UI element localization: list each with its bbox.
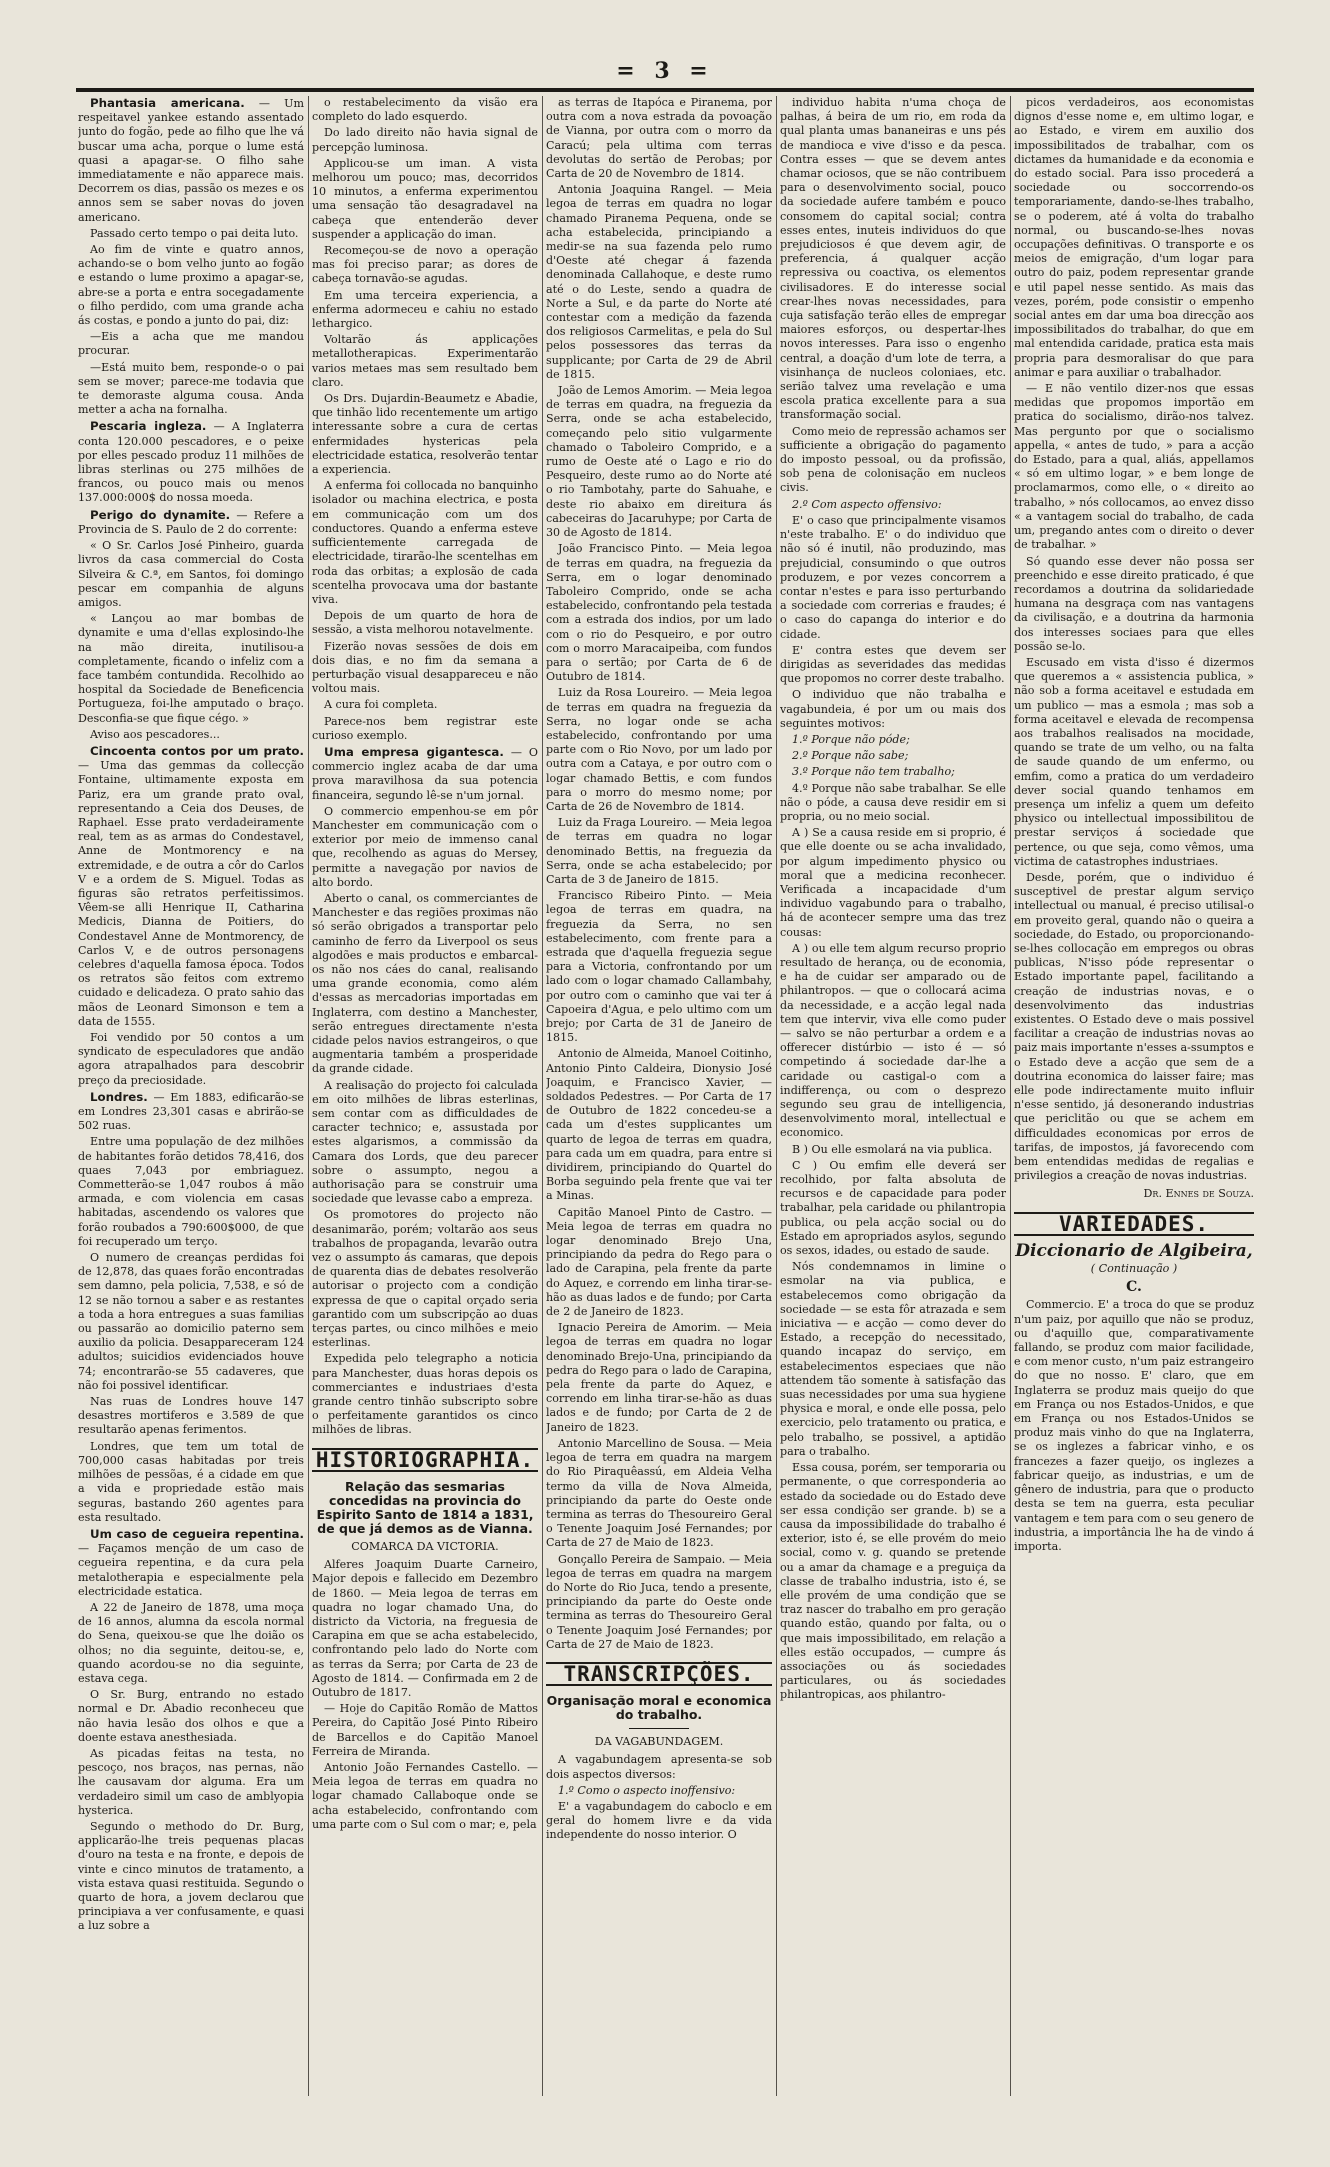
paragraph: Como meio de repressão achamos ser sufficiente a obrigação do pagamento do imposto pessoal, ou da profissão, sob pena de colonisação em nucleos civis.	[780, 424, 1006, 495]
paragraph: Aviso aos pescadores...	[90, 727, 220, 741]
list-item: 2.º Porque não sabe;	[792, 749, 909, 763]
paragraph: B ) Ou elle esmolará na via publica.	[792, 1142, 993, 1156]
headline: Uma empresa gigantesca.	[324, 744, 504, 759]
paragraph: C ) Ou emfim elle deverá ser recolhido, por falta absoluta de recursos e de capacidade para poder trabalhar, pela caridade ou philantropia publica, ou pela acção social ou do Estado em apropriados asylos, segundo os sexos, idades, ou estado de saude.	[780, 1158, 1006, 1258]
paragraph: Voltarão ás applicações metallotherapicas. Experimentarão varios metaes mas sem resultado bem claro.	[312, 333, 538, 389]
paragraph: Passado certo tempo o pai deita luto.	[90, 226, 299, 240]
paragraph: Segundo o methodo do Dr. Burg, applicarão-lhe treis pequenas placas d'ouro na testa e na fronte, e depois de vinte e cinco minutos de tratamento, a vista estava quasi restituida. Segundo o quarto de hora, a jovem declarou que principiava a ver confusamente, e quasi a luz sobre a	[78, 1819, 304, 1933]
paragraph: Recomeçou-se de novo a operação mas foi preciso parar; as dores de cabeça tornavão-se agudas.	[312, 244, 538, 286]
article-dynamite	[78, 508, 304, 537]
paragraph: Commercio. E' a troca do que se produz n'um paiz, por aquillo que não se produz, ou d'aquillo que, comparativamente fallando, se produz com maior facilidade, e com menor custo, n'um paiz estrangeiro do que no nosso. E' claro, que em Inglaterra se produz mais queijo do que em França ou nos Estados-Unidos, e que em França ou nos Estados-Unidos se produz mais vinho do que na Inglaterra, se os inglezes a fabricar vinho, e os francezes a fazer queijo, os inglezes a fabricar queijo, as industrias, e um de gênero de industria, para que o producto desta se tem na guerra, esta peculiar vantagem e tem para com o seu genero de industria, a importância lhe ha de vindo á importa.	[1014, 1298, 1254, 1553]
column-4	[780, 96, 1006, 2096]
dictionary-letter: C.	[1126, 1279, 1142, 1296]
paragraph: Depois de um quarto de hora de sessão, a vista melhorou notavelmente.	[312, 609, 538, 637]
article-empresa	[312, 745, 538, 803]
paragraph: A realisação do projecto foi calculada em oito milhões de libras esterlinas, sem contar com as difficuldades de caracter technico; e, assustada por estes algarismos, a commissão da Camara dos Lords, que deu parecer sobre o assumpto, negou a authorisação para se construir uma sociedade que levasse cabo a empreza.	[312, 1078, 538, 1206]
paragraph: João Francisco Pinto. — Meia legoa de terras em quadra, na freguezia da Serra, em o logar denominado Taboleiro Comprido, onde se acha estabelecido, confrontando pela testada com a estrada dos indios, por um lado com o rio do Pesqueiro, e por outro com o morro Maracaipeiba, com fundos para o sertão; por Carta de 6 de Outubro de 1814.	[546, 542, 772, 684]
paragraph: Desde, porém, que o individuo é susceptivel de prestar algum serviço intellectual ou manual, é preciso utilisal-o em proveito geral, quando não o queira a sociedade, do Estado, ou proporcionando-se-lhes collocação em empregos ou obras publicas, N'isso póde representar o Estado importante papel, facilitando a creação de industrias novas, e o desenvolvimento das industrias existentes. O Estado deve o mais possivel facilitar a creação de industrias novas ao paiz mais importante n'esses a-ssumptos e o Estado deve a acção que sem de a doutrina economica do laisser faire; mas elle pode indirectamente muito influir n'esse sentido, já desonerando industrias que periclitão ou que se achem em difficuldades economicas por erros de tarifas, de impostos, já favorecendo com bem entendidas medidas de regalias e privilegios a creação de novas industrias.	[1014, 870, 1254, 1183]
paragraph: Nós condemnamos in limine o esmolar na via publica, e estabelecemos como obrigação da sociedade — se esta fôr atrazada e sem iniciativa — e acção — como dever do Estado, a recepção do necessitado, quando incapaz do serviço, em estabelecimentos especiaes que não attendem tão somente à satisfação das suas necessidades por uma sua hygiene physica e moral, e onde elle possa, pelo exercicio, pelo tratamento ou pratica, e pelo trabalho, se possivel, a aptidão para o trabalho.	[780, 1260, 1006, 1458]
paragraph: Capitão Manoel Pinto de Castro. — Meia legoa de terras em quadra no logar denominado Brejo Una, principiando da pedra do Rego para o lado de Carapina, pela frente da parte do Aquez, e correndo em linha tirar-se-hão as duas lados e de fundo; por Carta de 2 de Janeiro de 1823.	[546, 1205, 772, 1319]
paragraph: « Lançou ao mar bombas de dynamite e uma d'ellas explosindo-lhe na mão direita, inutilisou-a completamente, ficando o infeliz com a face também contundida. Recolhido ao hospital da Sociedade de Beneficencia Portugueza, foi-lhe amputado o braço. Desconfia-se que fique cégo. »	[78, 612, 304, 725]
list-item: 4.º Porque não sabe trabalhar. Se elle não o póde, a causa deve residir em si propria, ou no meio social.	[780, 781, 1006, 823]
headline: Phantasia americana.	[90, 96, 245, 110]
article-cincoenta	[78, 744, 304, 1029]
list-item: 3.º Porque não tem trabalho;	[792, 765, 955, 779]
paragraph: Do lado direito não havia signal de percepção luminosa.	[312, 126, 538, 154]
headline: Relação das sesmarias concedidas na provincia do Espirito Santo de 1814 a 1831, de que já demos as de Vianna.	[316, 1478, 534, 1536]
article-londres	[78, 1090, 304, 1134]
paragraph: —Está muito bem, responde-o o pai sem se mover; parece-me todavia que te demoraste alguma cousa. Anda metter a acha na fornalha.	[78, 360, 304, 417]
section-title-historiographia: HISTORIOGRAPHIA.	[312, 1448, 538, 1472]
top-rule	[76, 88, 1254, 92]
paragraph: Nas ruas de Londres houve 147 desastres mortiferos e 3.589 de que resultarão apenas ferimentos.	[78, 1395, 304, 1437]
section-title-variedades: VARIEDADES.	[1014, 1212, 1254, 1236]
section-title-transcripcoes: TRANSCRIPÇÕES.	[546, 1662, 772, 1686]
paragraph: — Em 1883, edificarão-se em Londres 23,301 casas e abrirão-se 502 ruas.	[78, 1090, 304, 1133]
paragraph: Luiz da Fraga Loureiro. — Meia legoa de terras em quadra no logar denominado Bettis, na freguezia da Serra, onde se acha estabelecido; por Carta de 3 de Janeiro de 1815.	[546, 816, 772, 886]
paragraph: 2.º Com aspecto offensivo:	[792, 497, 942, 511]
headline: Um caso de cegueira repentina.	[90, 1526, 304, 1541]
paragraph: Em uma terceira experiencia, a enferma adormeceu e cahiu no estado lethargico.	[312, 288, 538, 331]
paragraph: — O commercio inglez acaba de dar uma prova maravilhosa da sua potencia financeira, segundo lê-se n'um jornal.	[312, 745, 538, 802]
column-divider	[542, 96, 543, 2096]
headline: Cincoenta contos por um prato.	[90, 743, 304, 758]
paragraph: A enferma foi collocada no banquinho isolador ou machina electrica, e posta em communicação com um dos conductores. Quando a enferma esteve sufficientemente carregada de electricidade, tirarão-lhe scentelhas em roda das orbitas; a explosão de cada scentelha provocava uma dor bastante viva.	[312, 479, 538, 606]
headline: Pescaria ingleza.	[90, 419, 207, 434]
paragraph: Alferes Joaquim Duarte Carneiro, Major depois e fallecido em Dezembro de 1860. — Meia legoa de terras em quadra no logar chamado Una, do districto da Victoria, na freguesia de Carapina em que se acha estabelecido, confrontando pelo lado do Norte com as terras da Serra; por Carta de 23 de Agosto de 1814. — Confirmada em 2 de Outubro de 1817.	[312, 1558, 538, 1699]
paragraph: As picadas feitas na testa, no pescoço, nos braços, nas pernas, não lhe causavam dor alguma. Era um verdadeiro simil um caso de amblyopia hysterica.	[78, 1746, 304, 1817]
subheading: COMARCA DA VICTORIA.	[351, 1539, 499, 1553]
paragraph: — A Inglaterra conta 120.000 pescadores, e o peixe por elles pescado produz 11 milhões de libras sterlinas ou 275 milhões de francos, ou pouco mais ou menos 137.000:000$ do nossa moeda.	[78, 420, 304, 505]
paragraph: Francisco Ribeiro Pinto. — Meia legoa de terras em quadra, na freguezia da Serra, no sen estabelecimento, com frente para a estrada que d'aquella freguezia segue para a Victoria, confrontando por um lado com o logar chamado Callambahy, por outro com o caminho que vai ter á Capoeira d'Agua, e pelo ultimo com um brejo; por Carta de 31 de Janeiro de 1815.	[546, 889, 772, 1045]
page-number: = 3 =	[616, 58, 714, 84]
paragraph: E' contra estes que devem ser dirigidas as severidades das medidas que propomos no correr deste trabalho.	[780, 643, 1006, 686]
paragraph: Os Drs. Dujardin-Beaumetz e Abadie, que tinhão lido recentemente um artigo interessante sobre a cura de certas enfermidades hystericas pela electricidade estatica, resolverão tentar a experiencia.	[312, 392, 538, 477]
paragraph: Ignacio Pereira de Amorim. — Meia legoa de terras em quadra no logar denominado Brejo-Una, principiando da pedra do Rego para o lado de Carapina, pela frente da parte do Aquez, e correndo em linha tirar-se-hão as duas lados e de fundo; por Carta de 2 de Janeiro de 1823.	[546, 1321, 772, 1434]
column-1	[78, 96, 304, 2096]
paragraph: Essa cousa, porém, ser temporaria ou permanente, o que corresponderia ao estado da sociedade ou do Estado deve ser essa condição ser grande. b) se a causa da impossibilidade do trabalho é exterior, isto é, se elle provém do meio social, como v. g. quando se pretende ou a amar da chamage e a preguiça da classe de trabalho industria, isto é, se elle provém de uma condição que se traz nascer do trabalho em pro geração quando estão, quando por falta, ou o que mais impossibilitado, em relação a elles estão occupados, — cumpre ás associações ou ás sociedades particulares, ou ás sociedades philantropicas, aos philantro-	[780, 1461, 1006, 1702]
author-signature: Dr. Ennes de Souza.	[1143, 1187, 1254, 1201]
paragraph: individuo habita n'uma choça de palhas, á beira de um rio, em roda da qual planta umas bananeiras e uns pés de mandioca e vive d'isso e da pesca. Contra esses — que se devem antes chamar ociosos, que se não contribuem para o desenvolvimento social, pouco da sociedade aufere também e pouco consomem do capital social; contra esses entes, inuteis individuos do que prejudiciosos é que devem agir, de preferencia, á qualquer acção repressiva ou coactiva, os elementos civilisadores. E do interesse social crear-lhes novas necessidades, para cuja satisfação terão elles de empregar maiores esforços, ou despertar-lhes novos interesses. Para isso o engenho central, a doação d'um lote de terra, a visinhança de nucleos coloniaes, etc. serião talvez uma revelação e uma escola pratica excellente para a sua transformação social.	[780, 96, 1006, 422]
paragraph: — Refere a Provincia de S. Paulo de 2 do corrente:	[78, 508, 304, 536]
paragraph: —Eis a acha que me mandou procurar.	[78, 330, 304, 358]
headline: Londres.	[90, 1089, 148, 1104]
paragraph: Só quando esse dever não possa ser preenchido e esse direito praticado, é que recordamos a doutrina da solidariedade humana na desgraça com nas vantagens da civilisação, e a doutrina da harmonia dos interesses sociaes para que elles possão se-lo.	[1014, 554, 1254, 653]
feature-title: Diccionario de Algibeira,	[1015, 1240, 1253, 1261]
column-divider	[1010, 96, 1011, 2096]
paragraph: o restabelecimento da visão era completo do lado esquerdo.	[312, 96, 538, 124]
paragraph: E' a vagabundagem do caboclo e em geral do homem livre e da vida independente do nosso interior. O	[546, 1799, 772, 1842]
separator	[629, 1728, 689, 1729]
paragraph: — Hoje do Capitão Romão de Mattos Pereira, do Capitão José Pinto Ribeiro de Barcellos e do Capitão Manoel Ferreira de Miranda.	[312, 1702, 538, 1758]
paragraph: — Um respeitavel yankee estando assentado junto do fogão, pede ao filho que lhe vá buscar uma acha, porque o lume está quasi a apagar-se. O filho sahe immediatamente e não apparece mais. Decorrem os dias, passão os mezes e os annos sem se saber novas do joven americano.	[78, 97, 304, 224]
paragraph: A cura foi completa.	[324, 698, 438, 712]
headline: Perigo do dynamite.	[90, 507, 231, 522]
paragraph: Antonio João Fernandes Castello. — Meia legoa de terras em quadra no logar chamado Callaboque onde se acha estabelecido, confrontando com uma parte com o Sul com o mar; e, pela	[312, 1760, 538, 1831]
paragraph: Entre uma população de dez milhões de habitantes forão detidos 78,416, dos quaes 7,043 por embriaguez. Commetterão-se 1,047 roubos á mão armada, e com violencia em casas habitadas, ascendendo os valores que forão roubados a 790:600$000, de que foi recuperado um terço.	[78, 1135, 304, 1248]
paragraph: Escusado em vista d'isso é dizermos que queremos a « assistencia publica, » não sob a forma aceitavel e estudada em um publico — mas a esmola ; mas sob a forma aceitavel e elevada de recompensa aos trabalhos realisados na mocidade, quando se trate de um velho, ou na falta de saude quando de um enfermo, ou emfim, como a pratica do um verdadeiro dever social quando tenhamos em presença um infeliz a quem um defeito physico ou intellectual impossibilitou de prestar serviços á sociedade que pertence, ou que seja, como vêmos, uma victima de catastrophes industriaes.	[1014, 655, 1254, 868]
list-item: 1.º Porque não póde;	[792, 732, 910, 746]
paragraph: Parece-nos bem registrar este curioso exemplo.	[312, 714, 538, 742]
paragraph: Antonio de Almeida, Manoel Coitinho, Antonio Pinto Caldeira, Dionysio José Joaquim, e Francisco Xavier, — soldados Pedestres. — Por Carta de 17 de Outubro de 1822 concedeu-se a cada um d'estes supplicantes um quarto de legoa de terras em quadra, para cada um em quadra, para entre si dividirem, principiando do Quartel do Borba seguindo pela frente que vai ter a Minas.	[546, 1047, 772, 1203]
paragraph: João de Lemos Amorim. — Meia legoa de terras em quadra, na freguezia da Serra, onde se acha estabelecido, começando pelo sitio vulgarmente chamado o Taboleiro Comprido, e a rumo de Oeste até o Lago e rio do Pesqueiro, deste rumo ao do Norte até o rio Tambotahy, parte do Sahuahe, e deste rio abaixo em direitura ás cabeceiras do Jacaruhype; por Carta de 30 de Agosto de 1814.	[546, 384, 772, 540]
paragraph: picos verdadeiros, aos economistas dignos d'esse nome e, em ultimo logar, e ao Estado, e virem em auxilio dos impossibilitados de trabalhar, com os dictames da humanidade e da economia e do estado social. Para isso procederá a sociedade ou soccorrendo-os temporariamente, dando-se-lhes trabalho, se o poderem, até á volta do trabalho normal, ou buscando-se-lhes novas occupações definitivas. O transporte e os meios de emigração, d'um logar para outro do paiz, podem representar grande e util papel nesse sentido. As mais das vezes, porém, pode consistir o empenho social antes em dar uma boa direcção aos impossibilitados do trabalhar, do que em mal entendida caridade, pratica esta mais propria para desmoralisar do que para animar e para auxiliar o trabalhador.	[1014, 96, 1254, 379]
paragraph: Gonçallo Pereira de Sampaio. — Meia legoa de terras em quadra na margem do Norte do Rio Juca, tendo a presente, principiando da parte do Oeste onde termina as terras do Thesoureiro Geral o Tenente Joaquim José Fernandes; por Carta de 27 de Maio de 1823.	[546, 1552, 772, 1651]
paragraph: A 22 de Janeiro de 1878, uma moça de 16 annos, alumna da escola normal do Sena, queixou-se que lhe doião os olhos; no dia seguinte, deitou-se, e, quando acordou-se no dia seguinte, estava cega.	[78, 1600, 304, 1685]
paragraph: Fizerão novas sessões de dois em dois dias, e no fim da semana a perturbação visual desappareceu e não voltou mais.	[312, 639, 538, 696]
column-3	[546, 96, 772, 2096]
column-5	[1014, 96, 1254, 2096]
paragraph: O individuo que não trabalha e vagabundeia, é por um ou mais dos seguintes motivos:	[780, 688, 1006, 730]
paragraph: Aberto o canal, os commerciantes de Manchester e das regiões proximas não só serão obrigados a transportar pelo caminho de ferro da Liverpool os seus algodões e mais productos e embarcal-os não nos cáes do canal, realisando uma grande economia, como além d'essas as mercadorias importadas em Inglaterra, com destino a Manchester, serão entregues directamente n'esta cidade pelos navios estrangeiros, o que augmentaria também a prosperidade da grande cidade.	[312, 891, 538, 1076]
column-divider	[776, 96, 777, 2096]
paragraph: O Sr. Burg, entrando no estado normal e Dr. Abadio reconheceu que não havia lesão dos olhos e que a doente estava anesthesiada.	[78, 1688, 304, 1744]
paragraph: — Uma das gemmas da collecção Fontaine, ultimamente exposta em Pariz, era um grande prato oval, representando a Ceia dos Deuses, de Raphael. Esse prato verdadeiramente real, tem as as armas do Condestavel, Anne de Montmorency e na extremidade, e de outra a côr do Carlos V e a ordem de S. Miguel. Todas as figuras são retratos perfeitissimos. Vêem-se alli Henrique II, Catharina Medicis, Dianna de Poitiers, do Condestavel Anne de Montmorency, de Carlos V, e de outros personagens celebres d'aquella famosa época. Todos os retratos são feitos com extremo cuidado e delicadeza. O prato sahio das mãos de Leonard Simonson e tem a data de 1555.	[78, 759, 304, 1028]
paragraph: O commercio empenhou-se em pôr Manchester em communicação com o exterior por meio de immenso canal que, recolhendo as aguas do Mersey, permitte a navegação por navios de alto bordo.	[312, 804, 538, 889]
paragraph: as terras de Itapóca e Piranema, por outra com a nova estrada da povoação de Vianna, por outra com o morro da Caracú; pela ultima com terras devolutas do sertão de Perobas; por Carta de 20 de Novembro de 1814.	[546, 96, 772, 181]
column-2	[312, 96, 538, 2096]
paragraph: « O Sr. Carlos José Pinheiro, guarda livros da casa commercial do Costa Silveira & C.ª, em Santos, foi domingo pescar em companhia de alguns amigos.	[78, 539, 304, 609]
paragraph: A ) Se a causa reside em si proprio, é que elle doente ou se acha invalidado, por algum impedimento physico ou moral que a medicina reconhecer. Verificada a incapacidade d'um individuo vagabundo para o trabalho, há de acontecer sempre uma das trez cousas:	[780, 826, 1006, 939]
paragraph: A ) ou elle tem algum recurso proprio resultado de herança, ou de economia, e ha de cuidar ser amparado ou de philantropos. — que o collocará acima da necessidade, e a acção legal nada tem que intervir, viva elle como puder — salvo se não perturbar a ordem e a offerecer distúrbio — isto é — só competindo á sociedade dar-lhe a caridade ou castigal-o com a indifferença, ou com o desprezo segundo seu grau de intelligencia, desenvolvimento moral, intellectual e economico.	[780, 941, 1006, 1140]
paragraph: — E não ventilo dizer-nos que essas medidas que propomos importão em pratica do socialismo, dirão-nos talvez. Mas pergunto por que o socialismo appella, « antes de tudo, » para a acção do Estado, para a qual, aliás, appellamos « só em ultimo logar, » e bem longe de proclamarmos, como elle, o « direito ao trabalho, » nós collocamos, ao envez disso « a vantagem social do trabalho, de cada um, pregando antes com o direito o dever de trabalhar. »	[1014, 382, 1254, 552]
continuation-note: ( Continuação )	[1090, 1262, 1178, 1276]
paragraph: — Façamos menção de um caso de cegueira repentina, e da cura pela metalotherapia e especialmente pela electricidade estatica.	[78, 1542, 304, 1598]
paragraph: Ao fim de vinte e quatro annos, achando-se o bom velho junto ao fogão e estando o lume proximo a apagar-se, abre-se a porta e entra socegadamente o filho perdido, com uma grande acha ás costas, e pondo a junto do pai, diz:	[78, 243, 304, 328]
article-pescaria	[78, 419, 304, 505]
paragraph: O numero de creanças perdidas foi de 12,878, das quaes forão encontradas sem damno, pela policia, 7,538, e só de 12 se não tornou a saber e as restantes a toda a hora entregues a suas familias ou passarão ao domicilio paterno sem auxilio da policia. Desappareceram 124 adultos; suicidios evidenciados houve 74; encontrarão-se 55 cadaveres, que não foi possivel identificar.	[78, 1251, 304, 1392]
article-cegueira	[78, 1527, 304, 1599]
article-phantasia	[78, 96, 304, 225]
paragraph: E' o caso que principalmente visamos n'este trabalho. E' o do individuo que não só é inutil, não produzindo, mas prejudicial, consumindo o que outros produzem, e por vezes concorrem a contar n'estes e para isso perturbando a sociedade com correrias e fraudes; é o caso do capanga do interior e do cidade.	[780, 513, 1006, 641]
paragraph: Foi vendido por 50 contos a um syndicato de especuladores que andão agora atrapalhados para descobrir preço da preciosidade.	[78, 1031, 304, 1087]
paragraph: Antonio Marcellino de Sousa. — Meia legoa de terra em quadra na margem do Rio Piraquêassú, em Aldeia Velha termo da villa de Nova Almeida, principiando da parte do Oeste onde termina as terras do Thesoureiro Geral o Tenente Joaquim José Fernandes; por Carta de 27 de Maio de 1823.	[546, 1436, 772, 1550]
paragraph: Applicou-se um iman. A vista melhorou um pouco; mas, decorridos 10 minutos, a enferma experimentou uma sensação tão desagradavel na cabeça que entenderão dever suspender a applicação do iman.	[312, 156, 538, 241]
paragraph: A vagabundagem apresenta-se sob dois aspectos diversos:	[546, 1753, 772, 1781]
paragraph: Expedida pelo telegrapho a noticia para Manchester, duas horas depois os commerciantes e industriaes d'esta grande centro tinhão subscripto sobre o perfeitamente garantidos os cinco milhões de libras.	[312, 1352, 538, 1437]
paragraph: Antonia Joaquina Rangel. — Meia legoa de terras em quadra no logar chamado Piranema Pequena, onde se acha estabelecida, principiando a medir-se na sua fazenda pelo rumo d'Oeste até chegar á fazenda denominada Callahoque, e deste rumo até o do Leste, sendo a quadra de Norte a Sul, e da parte do Norte até contestar com a medição da fazenda dos religiosos Carmelitas, e pela do Sul pelos possessores das terras da supplicante; por Carta de 29 de Abril de 1815.	[546, 183, 772, 381]
column-divider	[308, 96, 309, 2096]
subheading: DA VAGABUNDAGEM.	[594, 1735, 724, 1749]
paragraph: Luiz da Rosa Loureiro. — Meia legoa de terras em quadra na freguezia da Serra, no logar onde se acha estabelecido, confrontando por uma parte com o Rio Novo, por um lado por outra com a Cataya, e por outro com o logar chamado Bettis, e com fundos para o morro do mesmo nome; por Carta de 26 de Novembro de 1814.	[546, 686, 772, 813]
paragraph: Londres, que tem um total de 700,000 casas habitadas por treis milhões de pessõas, é a cidade em que a vida e propriedade estão mais seguras, bastando 260 agentes para esta resultado.	[78, 1439, 304, 1524]
headline: Organisação moral e economica do trabalho.	[546, 1693, 772, 1723]
paragraph: Os promotores do projecto não desanimarão, porém; voltarão aos seus trabalhos de propaganda, levarão outra vez o assumpto ás camaras, que depois de quarenta dias de debates resolverão autorisar o projecto com a condição expressa de que o capital orçado seria garantido com um subscripção ao duas terças partes, ou cinco milhões e meio esterlinas.	[312, 1208, 538, 1350]
paragraph: 1.º Como o aspecto inoffensivo:	[558, 1783, 736, 1797]
